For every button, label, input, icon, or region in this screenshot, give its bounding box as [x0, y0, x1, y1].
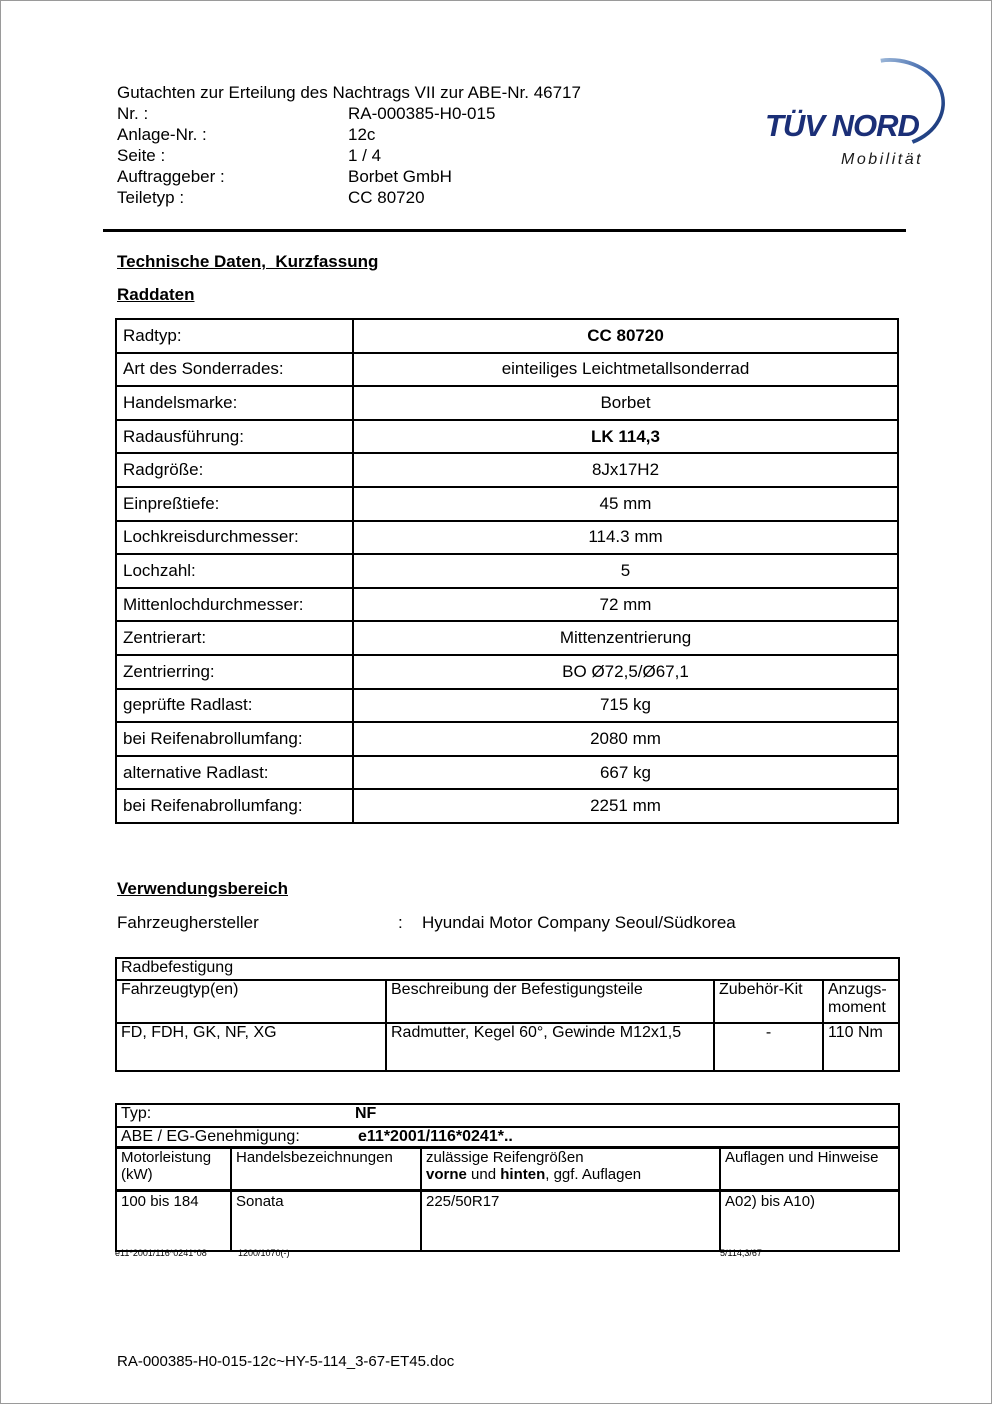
tuv-nord-logo	[753, 53, 961, 181]
header-field-value: 1 / 4	[348, 146, 382, 165]
footnote-load-code: 1200/1070(-)	[238, 1248, 290, 1258]
table-row	[116, 655, 898, 689]
section-heading-technische-daten: Technische Daten, Kurzfassung	[117, 252, 379, 271]
row-label: Radgröße:	[116, 453, 353, 487]
row-value: 2251 mm	[353, 789, 898, 823]
row-value: einteiliges Leichtmetallsonderrad	[353, 353, 898, 387]
footnote-eg-code: e11*2001/116*0241*08	[115, 1248, 207, 1258]
row-label: Radausführung:	[116, 420, 353, 454]
typ-nf-table	[115, 1103, 900, 1252]
column-header: Anzugs-moment	[823, 980, 899, 1023]
column-header: Zubehör-Kit	[714, 980, 823, 1023]
fahrzeughersteller-line	[117, 913, 736, 933]
header-field-nr	[117, 103, 581, 124]
header-field-value: 12c	[348, 125, 376, 144]
brand-wordmark: TÜV NORD	[765, 108, 919, 143]
row-label: bei Reifenabrollumfang:	[116, 722, 353, 756]
reifengroessen-line1: zulässige Reifengrößen	[426, 1149, 584, 1166]
header-divider	[103, 229, 906, 232]
cell-zubehoer-kit: -	[714, 1023, 823, 1071]
column-header: Motorleistung (kW)	[116, 1148, 231, 1191]
row-label: Mittenlochdurchmesser:	[116, 588, 353, 622]
table-row	[116, 1023, 899, 1071]
abe-label: ABE / EG-Genehmigung:	[121, 1128, 300, 1145]
radbefestigung-table	[115, 957, 900, 1072]
row-label: Radtyp:	[116, 319, 353, 353]
table-footnotes	[115, 1248, 898, 1260]
cell-auflagen: A02) bis A10)	[720, 1191, 899, 1252]
column-header: Handelsbezeichnungen	[231, 1148, 421, 1191]
row-label: Einpreßtiefe:	[116, 487, 353, 521]
row-value: Borbet	[353, 386, 898, 420]
vorne-label: vorne	[426, 1166, 467, 1183]
header-field-label: Seite :	[117, 146, 166, 165]
table-row	[116, 789, 898, 823]
table-row	[116, 386, 898, 420]
row-value: 667 kg	[353, 756, 898, 790]
header-field-auftraggeber	[117, 166, 581, 187]
cell-handelsbezeichnung: Sonata	[231, 1191, 421, 1252]
header-field-value: CC 80720	[348, 188, 425, 207]
table-row	[116, 453, 898, 487]
row-value: CC 80720	[353, 319, 898, 353]
document-filename: RA-000385-H0-015-12c~HY-5-114_3-67-ET45.doc	[117, 1353, 455, 1370]
table-row	[116, 487, 898, 521]
row-value: 5	[353, 554, 898, 588]
table-row	[116, 353, 898, 387]
table-row	[116, 588, 898, 622]
header-field-label: Anlage-Nr. :	[117, 125, 207, 144]
column-header: Auflagen und Hinweise	[720, 1148, 899, 1191]
row-label: Art des Sonderrades:	[116, 353, 353, 387]
typ-label: Typ:	[121, 1105, 152, 1122]
row-label: Zentrierring:	[116, 655, 353, 689]
row-value: 72 mm	[353, 588, 898, 622]
cell-reifengroesse: 225/50R17	[421, 1191, 720, 1252]
header-field-value: Borbet GmbH	[348, 167, 452, 186]
cell-motorleistung: 100 bis 184	[116, 1191, 231, 1252]
row-label: bei Reifenabrollumfang:	[116, 789, 353, 823]
table-title-row	[116, 958, 899, 980]
hinten-label: hinten	[500, 1166, 546, 1183]
row-label: Zentrierart:	[116, 621, 353, 655]
row-value: 114.3 mm	[353, 521, 898, 555]
column-header: Fahrzeugtyp(en)	[116, 980, 386, 1023]
row-label: geprüfte Radlast:	[116, 689, 353, 723]
table-row	[116, 722, 898, 756]
header-field-value: RA-000385-H0-015	[348, 104, 496, 123]
column-header	[421, 1148, 720, 1191]
abe-value: e11*2001/116*0241*..	[358, 1128, 513, 1145]
row-value: 715 kg	[353, 689, 898, 723]
radbefestigung-title: Radbefestigung	[116, 958, 899, 980]
cell-anzugsmoment: 110 Nm	[823, 1023, 899, 1071]
und-text: und	[466, 1166, 501, 1183]
header-field-label: Nr. :	[117, 104, 149, 123]
row-label: Handelsmarke:	[116, 386, 353, 420]
colon-separator: :	[398, 913, 403, 932]
typ-value: NF	[355, 1105, 377, 1122]
header-block	[117, 82, 581, 208]
typ-row	[116, 1104, 899, 1127]
header-field-seite	[117, 145, 581, 166]
section-heading-verwendungsbereich: Verwendungsbereich	[117, 879, 288, 898]
row-value: Mittenzentrierung	[353, 621, 898, 655]
table-row	[116, 319, 898, 353]
row-value: 45 mm	[353, 487, 898, 521]
table-row	[116, 521, 898, 555]
document-title	[117, 82, 581, 103]
header-field-anlage	[117, 124, 581, 145]
row-label: alternative Radlast:	[116, 756, 353, 790]
table-row	[116, 420, 898, 454]
row-value: BO Ø72,5/Ø67,1	[353, 655, 898, 689]
table-row	[116, 689, 898, 723]
table-header-row	[116, 1148, 899, 1191]
row-label: Lochzahl:	[116, 554, 353, 588]
document-title-text: Gutachten zur Erteilung des Nachtrags VII zur ABE-Nr. 46717	[117, 83, 581, 102]
fahrzeughersteller-label: Fahrzeughersteller	[117, 913, 259, 932]
row-value: LK 114,3	[353, 420, 898, 454]
row-value: 2080 mm	[353, 722, 898, 756]
cell-fahrzeugtypen: FD, FDH, GK, NF, XG	[116, 1023, 386, 1071]
header-field-teiletyp	[117, 187, 581, 208]
fahrzeughersteller-value: Hyundai Motor Company Seoul/Südkorea	[422, 913, 736, 932]
row-label: Lochkreisdurchmesser:	[116, 521, 353, 555]
brand-tagline: Mobilität	[841, 151, 924, 168]
table-header-row	[116, 980, 899, 1023]
raddaten-table	[115, 318, 899, 824]
abe-row	[116, 1127, 899, 1148]
header-field-label: Teiletyp :	[117, 188, 185, 207]
table-row	[116, 554, 898, 588]
header-field-label: Auftraggeber :	[117, 167, 225, 186]
table-row	[116, 1191, 899, 1252]
table-row	[116, 621, 898, 655]
table-row	[116, 756, 898, 790]
section-heading-raddaten: Raddaten	[117, 285, 195, 304]
cell-befestigungsteile: Radmutter, Kegel 60°, Gewinde M12x1,5	[386, 1023, 714, 1071]
row-value: 8Jx17H2	[353, 453, 898, 487]
column-header: Beschreibung der Befestigungsteile	[386, 980, 714, 1023]
auflagen-tail: , ggf. Auflagen	[545, 1166, 642, 1183]
footnote-bolt-pattern: 5/114,3/67	[720, 1248, 762, 1258]
